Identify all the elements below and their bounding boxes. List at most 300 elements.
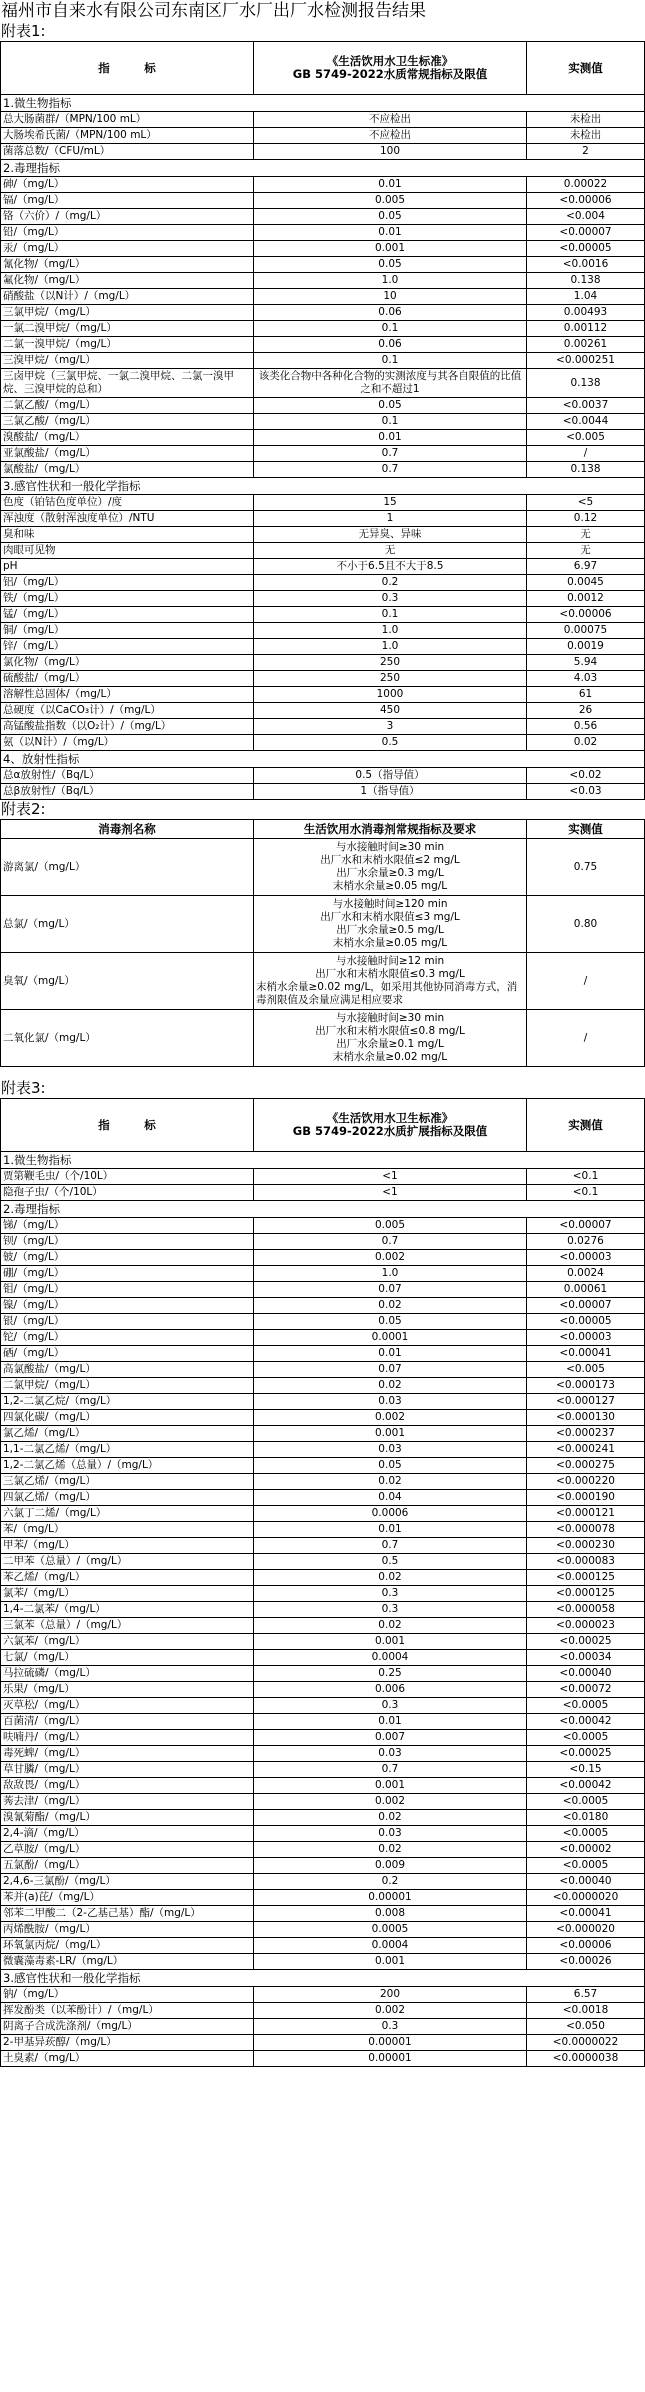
indicator-cell: 1,1-二氯乙烯/（mg/L） [1, 1442, 254, 1458]
limit-cell: 0.06 [254, 305, 527, 321]
result-cell: <0.00005 [527, 1314, 645, 1330]
indicator-cell: 砷/（mg/L） [1, 177, 254, 193]
header-standard-line2: GB 5749-2022水质扩展指标及限值 [292, 1124, 488, 1138]
result-cell: <0.0000038 [527, 2051, 645, 2067]
indicator-cell: 邻苯二甲酸二（2-乙基己基）酯/（mg/L） [1, 1906, 254, 1922]
table-row [1, 398, 645, 414]
indicator-cell: 总β放射性/（Bq/L） [1, 784, 254, 800]
limit-cell: 0.3 [254, 1586, 527, 1602]
limit-cell: 200 [254, 1987, 527, 2003]
limit-cell: 0.02 [254, 1810, 527, 1826]
limit-cell: 0.00001 [254, 2035, 527, 2051]
table-row [1, 1906, 645, 1922]
indicator-cell: 铅/（mg/L） [1, 225, 254, 241]
indicator-cell: 铍/（mg/L） [1, 1250, 254, 1266]
limit-cell: <1 [254, 1169, 527, 1185]
requirement-line: 末梢水余量≥0.05 mg/L [332, 937, 448, 949]
result-cell: <0.1 [527, 1169, 645, 1185]
result-cell: <0.0018 [527, 2003, 645, 2019]
result-cell: <0.00041 [527, 1346, 645, 1362]
result-cell: / [527, 446, 645, 462]
limit-cell: 0.1 [254, 607, 527, 623]
requirement-line: 与水接触时间≥30 min [335, 1012, 445, 1024]
result-cell: <0.00007 [527, 1218, 645, 1234]
table-row [1, 1746, 645, 1762]
table-row [1, 2035, 645, 2051]
limit-cell: 0.001 [254, 1426, 527, 1442]
indicator-cell: 钠/（mg/L） [1, 1987, 254, 2003]
requirement-line: 出厂水和末梢水限值≤3 mg/L [320, 911, 460, 923]
indicator-cell: 总大肠菌群/（MPN/100 mL） [1, 112, 254, 128]
indicator-cell: 钡/（mg/L） [1, 1234, 254, 1250]
indicator-cell: 苯并(a)芘/（mg/L） [1, 1890, 254, 1906]
report-title: 福州市自来水有限公司东南区厂水厂出厂水检测报告结果 [1, 1, 426, 21]
disinfectant-row [1, 896, 645, 953]
table-row [1, 639, 645, 655]
result-cell: 6.97 [527, 559, 645, 575]
result-cell: <0.00041 [527, 1906, 645, 1922]
table-row [1, 1394, 645, 1410]
indicator-cell: 四氯化碳/（mg/L） [1, 1410, 254, 1426]
result-cell: <0.00007 [527, 1298, 645, 1314]
result-cell: / [527, 1010, 645, 1067]
table-row [1, 1570, 645, 1586]
indicator-cell: 肉眼可见物 [1, 543, 254, 559]
indicator-cell: 三氯甲烷/（mg/L） [1, 305, 254, 321]
indicator-cell: pH [1, 559, 254, 575]
result-cell: 0.80 [527, 896, 645, 953]
result-cell: 未检出 [527, 128, 645, 144]
table-row [1, 1922, 645, 1938]
indicator-cell: 2,4-滴/（mg/L） [1, 1826, 254, 1842]
limit-cell: 0.02 [254, 1378, 527, 1394]
header-result: 实测值 [527, 820, 645, 839]
limit-cell: 0.00001 [254, 2051, 527, 2067]
limit-cell: 0.0005 [254, 1922, 527, 1938]
disinfectant-name-cell: 二氧化氯/（mg/L） [1, 1010, 254, 1067]
limit-cell: 0.3 [254, 1602, 527, 1618]
result-cell: <0.00026 [527, 1954, 645, 1970]
limit-cell: 0.07 [254, 1362, 527, 1378]
table-row [1, 257, 645, 273]
header-item: 指 标 [1, 42, 254, 95]
indicator-cell: 百菌清/（mg/L） [1, 1714, 254, 1730]
result-cell: <0.00003 [527, 1250, 645, 1266]
indicator-cell: 银/（mg/L） [1, 1314, 254, 1330]
appendix-2-body [1, 839, 645, 1067]
result-cell: / [527, 953, 645, 1010]
table-row [1, 1538, 645, 1554]
requirement-line: 出厂水余量≥0.1 mg/L [336, 1038, 444, 1050]
table-row [1, 703, 645, 719]
indicator-cell: 大肠埃希氏菌/（MPN/100 mL） [1, 128, 254, 144]
indicator-cell: 锌/（mg/L） [1, 639, 254, 655]
limit-cell: 0.01 [254, 1522, 527, 1538]
limit-cell: 0.5 [254, 735, 527, 751]
result-cell: 0.12 [527, 511, 645, 527]
result-cell: 无 [527, 527, 645, 543]
table-row [1, 1522, 645, 1538]
limit-cell: 1 [254, 511, 527, 527]
appendix-1-label: 附表1: [1, 22, 46, 40]
indicator-cell: 硝酸盐（以N计）/（mg/L） [1, 289, 254, 305]
result-cell: 0.75 [527, 839, 645, 896]
indicator-cell: 菌落总数/（CFU/mL） [1, 144, 254, 160]
limit-cell: 250 [254, 671, 527, 687]
table-row [1, 1346, 645, 1362]
section-title: 2.毒理指标 [1, 1201, 645, 1218]
result-cell: <0.00042 [527, 1778, 645, 1794]
result-cell: 26 [527, 703, 645, 719]
table-row [1, 1169, 645, 1185]
limit-cell: 0.01 [254, 430, 527, 446]
result-cell: 0.0019 [527, 639, 645, 655]
table-row [1, 623, 645, 639]
table-row [1, 1185, 645, 1201]
result-cell: <0.004 [527, 209, 645, 225]
table-row [1, 1554, 645, 1570]
indicator-cell: 乐果/（mg/L） [1, 1682, 254, 1698]
limit-cell: 0.3 [254, 1698, 527, 1714]
table-row [1, 2019, 645, 2035]
indicator-cell: 甲苯/（mg/L） [1, 1538, 254, 1554]
result-cell: <0.000127 [527, 1394, 645, 1410]
indicator-cell: 氯酸盐/（mg/L） [1, 462, 254, 478]
result-cell: <0.000190 [527, 1490, 645, 1506]
indicator-cell: 马拉硫磷/（mg/L） [1, 1666, 254, 1682]
indicator-cell: 隐孢子虫/（个/10L） [1, 1185, 254, 1201]
indicator-cell: 铝/（mg/L） [1, 575, 254, 591]
indicator-cell: 二氯一溴甲烷/（mg/L） [1, 337, 254, 353]
limit-cell: 0.001 [254, 1954, 527, 1970]
requirement-line: 末梢水余量≥0.05 mg/L [332, 880, 448, 892]
header-result: 实测值 [527, 1099, 645, 1152]
result-cell: 4.03 [527, 671, 645, 687]
limit-cell: 0.02 [254, 1842, 527, 1858]
indicator-cell: 挥发酚类（以苯酚计）/（mg/L） [1, 2003, 254, 2019]
result-cell: 2 [527, 144, 645, 160]
limit-cell: 0.06 [254, 337, 527, 353]
table-row [1, 1938, 645, 1954]
indicator-cell: 四氯乙烯/（mg/L） [1, 1490, 254, 1506]
indicator-cell: 七氯/（mg/L） [1, 1650, 254, 1666]
indicator-cell: 氟化物/（mg/L） [1, 273, 254, 289]
table-row [1, 1714, 645, 1730]
result-cell: <0.00006 [527, 607, 645, 623]
limit-cell: 0.5 [254, 1554, 527, 1570]
limit-cell: 0.002 [254, 1410, 527, 1426]
result-cell: <0.00003 [527, 1330, 645, 1346]
result-cell: <0.000023 [527, 1618, 645, 1634]
limit-cell: 0.0004 [254, 1938, 527, 1954]
result-cell: <0.00002 [527, 1842, 645, 1858]
result-cell: <0.000125 [527, 1586, 645, 1602]
table-row [1, 1954, 645, 1970]
indicator-cell: 溴酸盐/（mg/L） [1, 430, 254, 446]
result-cell: <0.00034 [527, 1650, 645, 1666]
table-row [1, 1282, 645, 1298]
limit-cell: 0.01 [254, 1346, 527, 1362]
table-row [1, 305, 645, 321]
result-cell: <0.00040 [527, 1874, 645, 1890]
result-cell: 0.0276 [527, 1234, 645, 1250]
indicator-cell: 乙草胺/（mg/L） [1, 1842, 254, 1858]
table-row [1, 655, 645, 671]
table-row [1, 1218, 645, 1234]
appendix-3-label: 附表3: [1, 1079, 46, 1097]
result-cell: 6.57 [527, 1987, 645, 2003]
indicator-cell: 二氯甲烷/（mg/L） [1, 1378, 254, 1394]
table-row [1, 1362, 645, 1378]
indicator-cell: 三氯乙酸/（mg/L） [1, 414, 254, 430]
limit-cell: 0.02 [254, 1474, 527, 1490]
appendix-2-label: 附表2: [1, 800, 46, 818]
table-row [1, 430, 645, 446]
limit-cell: 0.0004 [254, 1650, 527, 1666]
result-cell: <0.15 [527, 1762, 645, 1778]
table-row [1, 2051, 645, 2067]
limit-cell: 不小于6.5且不大于8.5 [254, 559, 527, 575]
limit-cell: 0.001 [254, 1634, 527, 1650]
indicator-cell: 敌敌畏/（mg/L） [1, 1778, 254, 1794]
result-cell: <0.0005 [527, 1698, 645, 1714]
result-cell: 0.00075 [527, 623, 645, 639]
indicator-cell: 三溴甲烷/（mg/L） [1, 353, 254, 369]
indicator-cell: 氰化物/（mg/L） [1, 257, 254, 273]
result-cell: <0.00042 [527, 1714, 645, 1730]
result-cell: 未检出 [527, 112, 645, 128]
table-row [1, 177, 645, 193]
table-row [1, 1666, 645, 1682]
limit-cell: 15 [254, 495, 527, 511]
table-row [1, 1842, 645, 1858]
result-cell: <0.000173 [527, 1378, 645, 1394]
indicator-cell: 总α放射性/（Bq/L） [1, 768, 254, 784]
indicator-cell: 灭草松/（mg/L） [1, 1698, 254, 1714]
limit-cell: 1000 [254, 687, 527, 703]
limit-cell: 0.002 [254, 1250, 527, 1266]
result-cell: 0.00112 [527, 321, 645, 337]
limit-cell: 0.002 [254, 1794, 527, 1810]
indicator-cell: 臭和味 [1, 527, 254, 543]
result-cell: 1.04 [527, 289, 645, 305]
section-title: 3.感官性状和一般化学指标 [1, 1970, 645, 1987]
limit-cell: 1（指导值） [254, 784, 527, 800]
appendix-1-table [0, 41, 645, 800]
table-row [1, 273, 645, 289]
table-row [1, 1314, 645, 1330]
table-row [1, 1794, 645, 1810]
indicator-cell: 氯乙烯/（mg/L） [1, 1426, 254, 1442]
table-row [1, 241, 645, 257]
result-cell: <0.00072 [527, 1682, 645, 1698]
disinfectant-row [1, 953, 645, 1010]
table-row [1, 144, 645, 160]
indicator-cell: 硫酸盐/（mg/L） [1, 671, 254, 687]
result-cell: 0.00493 [527, 305, 645, 321]
table-row [1, 446, 645, 462]
result-cell: <0.00025 [527, 1634, 645, 1650]
disinfectant-row [1, 839, 645, 896]
limit-cell: 0.008 [254, 1906, 527, 1922]
limit-cell: 0.0006 [254, 1506, 527, 1522]
limit-cell: 250 [254, 655, 527, 671]
header-standard-line1: 《生活饮用水卫生标准》 [326, 1111, 454, 1125]
indicator-cell: 六氯苯/（mg/L） [1, 1634, 254, 1650]
result-cell: 0.0045 [527, 575, 645, 591]
table-row [1, 607, 645, 623]
requirement-line: 末梢水余量≥0.02 mg/L [332, 1051, 448, 1063]
table-row [1, 1330, 645, 1346]
limit-cell: 0.001 [254, 1778, 527, 1794]
table-row [1, 1634, 645, 1650]
requirement-line: 与水接触时间≥120 min [332, 898, 448, 910]
limit-cell: 10 [254, 289, 527, 305]
limit-cell: 0.006 [254, 1682, 527, 1698]
table-row [1, 719, 645, 735]
indicator-cell: 硼/（mg/L） [1, 1266, 254, 1282]
table-row [1, 1650, 645, 1666]
requirement-line: 出厂水和末梢水限值≤0.3 mg/L [315, 968, 465, 980]
indicator-cell: 1,4-二氯苯/（mg/L） [1, 1602, 254, 1618]
requirement-cell [254, 953, 527, 1010]
limit-cell: 0.0001 [254, 1330, 527, 1346]
result-cell: 无 [527, 543, 645, 559]
requirement-cell [254, 1010, 527, 1067]
header-requirement: 生活饮用水消毒剂常规指标及要求 [254, 820, 527, 839]
indicator-cell: 苯/（mg/L） [1, 1522, 254, 1538]
limit-cell: 0.7 [254, 462, 527, 478]
limit-cell: 0.05 [254, 257, 527, 273]
result-cell: <0.000251 [527, 353, 645, 369]
result-cell: <0.050 [527, 2019, 645, 2035]
indicator-cell: 铊/（mg/L） [1, 1330, 254, 1346]
indicator-cell: 硒/（mg/L） [1, 1346, 254, 1362]
indicator-cell: 镉/（mg/L） [1, 193, 254, 209]
table-row [1, 687, 645, 703]
table-row [1, 1266, 645, 1282]
section-row [1, 751, 645, 768]
table-row [1, 1874, 645, 1890]
section-title: 1.微生物指标 [1, 1152, 645, 1169]
limit-cell: 0.007 [254, 1730, 527, 1746]
result-cell: <0.000020 [527, 1922, 645, 1938]
result-cell: <0.00007 [527, 225, 645, 241]
table-row [1, 414, 645, 430]
limit-cell: 0.02 [254, 1570, 527, 1586]
section-title: 3.感官性状和一般化学指标 [1, 478, 645, 495]
result-cell: 0.56 [527, 719, 645, 735]
indicator-cell: 1,2-二氯乙烯（总量）/（mg/L） [1, 1458, 254, 1474]
table-row [1, 369, 645, 398]
indicator-cell: 锰/（mg/L） [1, 607, 254, 623]
appendix-2-table [0, 819, 645, 1067]
result-cell: <0.0005 [527, 1794, 645, 1810]
result-cell: <0.005 [527, 1362, 645, 1378]
indicator-cell: 浑浊度（散射浑浊度单位）/NTU [1, 511, 254, 527]
indicator-cell: 高氯酸盐/（mg/L） [1, 1362, 254, 1378]
result-cell: <0.000125 [527, 1570, 645, 1586]
section-title: 2.毒理指标 [1, 160, 645, 177]
indicator-cell: 氯化物/（mg/L） [1, 655, 254, 671]
table-row [1, 511, 645, 527]
indicator-cell: 铁/（mg/L） [1, 591, 254, 607]
indicator-cell: 色度（铂钴色度单位）/度 [1, 495, 254, 511]
limit-cell: 0.7 [254, 1538, 527, 1554]
limit-cell: 0.03 [254, 1826, 527, 1842]
limit-cell: 0.03 [254, 1746, 527, 1762]
table-row [1, 784, 645, 800]
limit-cell: 0.005 [254, 193, 527, 209]
header-standard-line1: 《生活饮用水卫生标准》 [326, 54, 454, 68]
section-row [1, 95, 645, 112]
limit-cell: 0.009 [254, 1858, 527, 1874]
limit-cell: 0.02 [254, 1618, 527, 1634]
indicator-cell: 阴离子合成洗涤剂/（mg/L） [1, 2019, 254, 2035]
result-cell: <0.0005 [527, 1730, 645, 1746]
table-row [1, 1730, 645, 1746]
limit-cell: 1.0 [254, 273, 527, 289]
table-row [1, 1234, 645, 1250]
table-row [1, 193, 645, 209]
table-row [1, 1987, 645, 2003]
indicator-cell: 贾第鞭毛虫/（个/10L） [1, 1169, 254, 1185]
indicator-cell: 锑/（mg/L） [1, 1218, 254, 1234]
indicator-cell: 三氯苯（总量）/（mg/L） [1, 1618, 254, 1634]
indicator-cell: 高锰酸盐指数（以O₂计）/（mg/L） [1, 719, 254, 735]
indicator-cell: 铬（六价）/（mg/L） [1, 209, 254, 225]
table-row [1, 209, 645, 225]
table-row [1, 1378, 645, 1394]
limit-cell: 0.05 [254, 398, 527, 414]
indicator-cell: 二甲苯（总量）/（mg/L） [1, 1554, 254, 1570]
limit-cell: 0.1 [254, 321, 527, 337]
table-row [1, 1778, 645, 1794]
result-cell: 0.00022 [527, 177, 645, 193]
limit-cell: 0.7 [254, 1234, 527, 1250]
indicator-cell: 莠去津/（mg/L） [1, 1794, 254, 1810]
limit-cell: 0.7 [254, 446, 527, 462]
table-row [1, 112, 645, 128]
result-cell: <0.000078 [527, 1522, 645, 1538]
table-row [1, 321, 645, 337]
result-cell: <0.000237 [527, 1426, 645, 1442]
limit-cell: 不应检出 [254, 112, 527, 128]
result-cell: 0.0012 [527, 591, 645, 607]
indicator-cell: 总硬度（以CaCO₃计）/（mg/L） [1, 703, 254, 719]
limit-cell: 0.25 [254, 1666, 527, 1682]
result-cell: <0.000083 [527, 1554, 645, 1570]
indicator-cell: 三氯乙烯/（mg/L） [1, 1474, 254, 1490]
indicator-cell: 亚氯酸盐/（mg/L） [1, 446, 254, 462]
table-row [1, 128, 645, 144]
table-row [1, 559, 645, 575]
result-cell: <5 [527, 495, 645, 511]
limit-cell: 0.03 [254, 1442, 527, 1458]
indicator-cell: 钼/（mg/L） [1, 1282, 254, 1298]
table-row [1, 495, 645, 511]
disinfectant-name-cell: 总氯/（mg/L） [1, 896, 254, 953]
result-cell: <0.000130 [527, 1410, 645, 1426]
table-row [1, 1810, 645, 1826]
limit-cell: 0.001 [254, 241, 527, 257]
section-row [1, 160, 645, 177]
table-row [1, 1250, 645, 1266]
table-row [1, 1506, 645, 1522]
limit-cell: 0.04 [254, 1490, 527, 1506]
result-cell: <0.0044 [527, 414, 645, 430]
indicator-cell: 六氯丁二烯/（mg/L） [1, 1506, 254, 1522]
